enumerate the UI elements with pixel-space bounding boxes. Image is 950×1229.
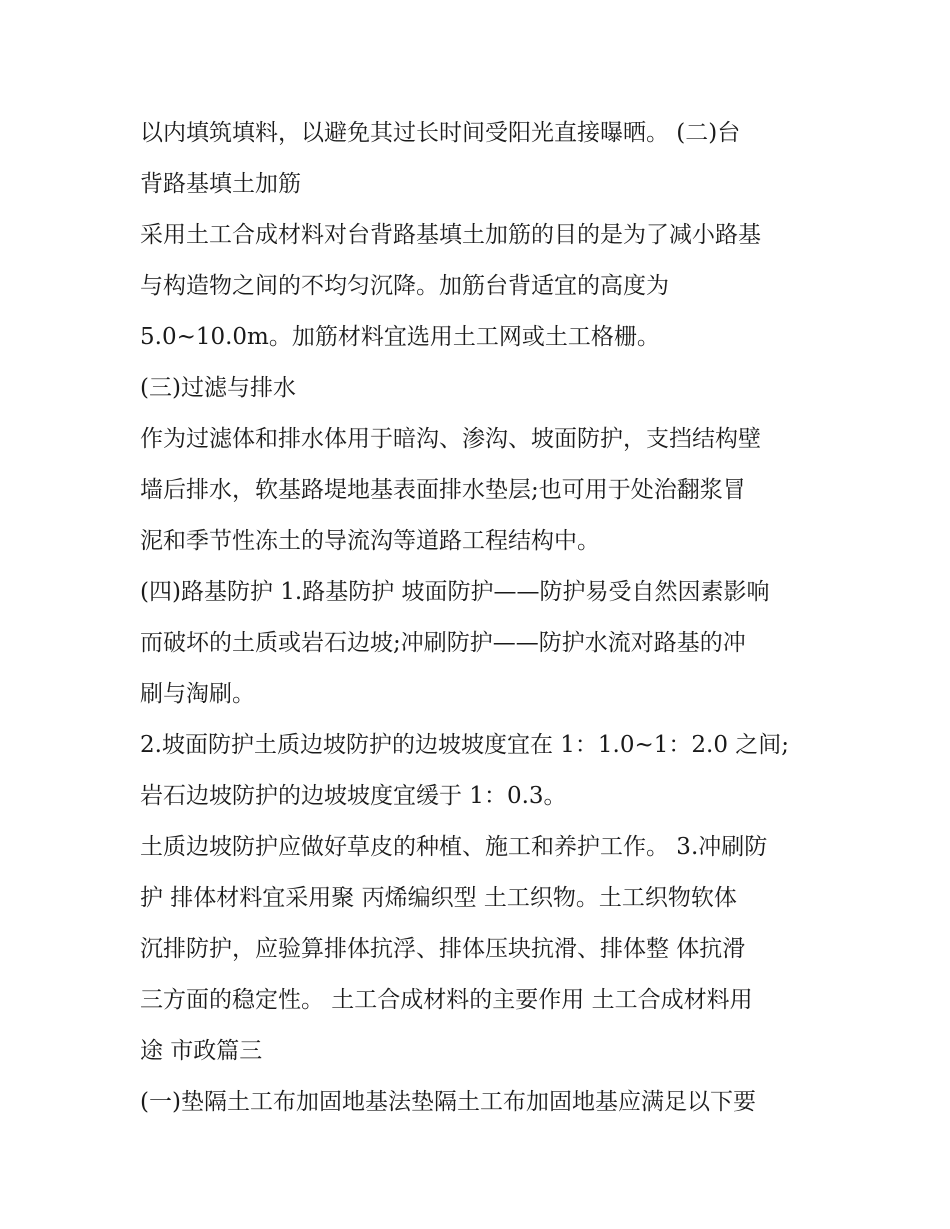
text-line: 墙后排水，软基路堤地基表面排水垫层;也可用于处治翻浆冒 xyxy=(140,477,746,503)
text-line: 而破坏的土质或岩石边坡;冲刷防护——防护水流对路基的冲 xyxy=(140,630,746,656)
text-line: 岩石边坡防护的边坡坡度宜缓于 1：0.3。 xyxy=(140,783,567,809)
text-line: 土质边坡防护应做好草皮的种植、施工和养护工作。 3.冲刷防 xyxy=(140,834,768,860)
text-line: (四)路基防护 1.路基防护 坡面防护——防护易受自然因素影响 xyxy=(140,579,770,605)
text-line: 背路基填土加筋 xyxy=(140,171,301,197)
text-line: (一)垫隔土工布加固地基法垫隔土工布加固地基应满足以下要 xyxy=(140,1089,756,1115)
text-line: 作为过滤体和排水体用于暗沟、渗沟、坡面防护，支挡结构壁 xyxy=(140,426,761,452)
text-line: 与构造物之间的不均匀沉降。加筋台背适宜的高度为 xyxy=(140,273,669,299)
text-line: 途 市政篇三 xyxy=(140,1038,263,1064)
text-line: 泥和季节性冻土的导流沟等道路工程结构中。 xyxy=(140,528,600,554)
text-line: 5.0~10.0m。加筋材料宜选用土工网或土工格栅。 xyxy=(140,324,660,350)
text-line: 采用土工合成材料对台背路基填土加筋的目的是为了减小路基 xyxy=(140,222,761,248)
document-body xyxy=(140,108,820,1128)
text-line: 刷与淘刷。 xyxy=(140,681,255,707)
text-line: 2.坡面防护土质边坡防护的边坡坡度宜在 1：1.0~1：2.0 之间; xyxy=(140,732,790,758)
text-line: 以内填筑填料，以避免其过长时间受阳光直接曝晒。 (二)台 xyxy=(140,120,741,146)
text-line: 沉排防护，应验算排体抗浮、排体压块抗滑、排体整 体抗滑 xyxy=(140,936,746,962)
text-line: 护 排体材料宜采用聚 丙烯编织型 土工织物。土工织物软体 xyxy=(140,885,737,911)
text-line: 三方面的稳定性。 土工合成材料的主要作用 土工合成材料用 xyxy=(140,987,753,1013)
section-heading: (三)过滤与排水 xyxy=(140,375,296,401)
